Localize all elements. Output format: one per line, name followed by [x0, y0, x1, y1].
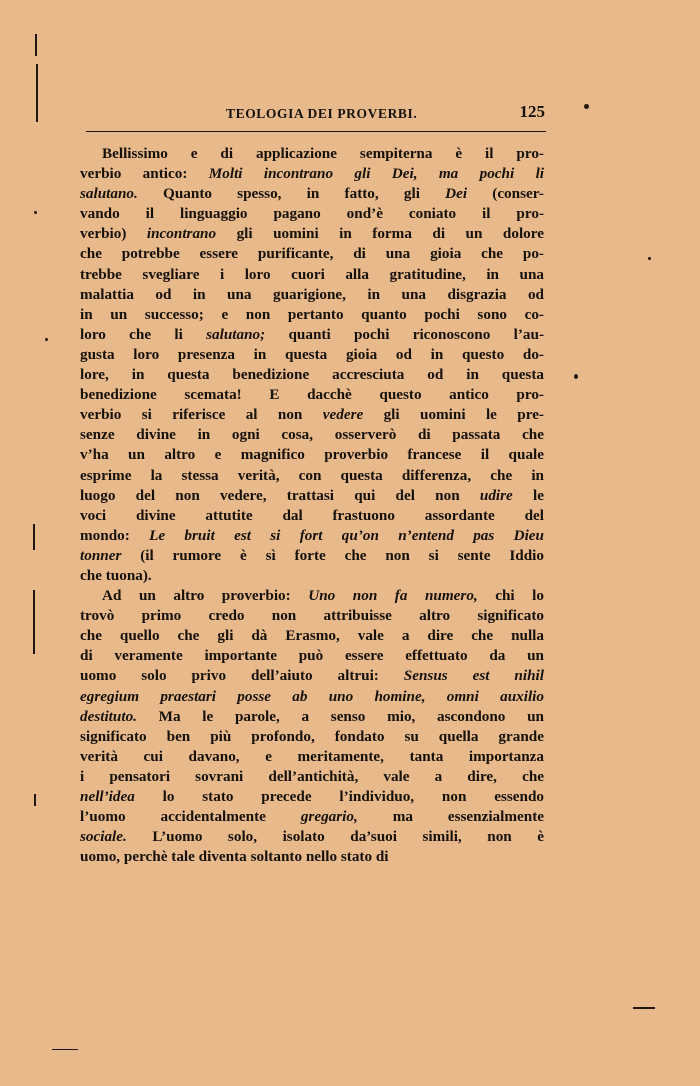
text-line: [80, 666, 544, 686]
scan-speck: [45, 338, 48, 341]
text-line: [80, 285, 544, 305]
text-line: [80, 244, 544, 264]
scan-mark: [33, 590, 35, 654]
text-span: Dei: [445, 185, 468, 203]
text-span: che tuona).: [80, 566, 152, 584]
text-span: di veramente importante può essere effettuato da un: [80, 647, 544, 665]
body-text: [80, 144, 544, 867]
text-span: tonner: [80, 546, 122, 564]
text-span: che quello che gli dà Erasmo, vale a dire che nulla: [80, 627, 544, 645]
text-span: Ma le parole, a senso mio, ascondono un: [136, 707, 544, 725]
text-line: [80, 687, 544, 707]
text-span: L’uomo solo, isolato da’suoi simili, non è: [126, 828, 544, 846]
text-line: [80, 747, 544, 767]
text-line: [80, 506, 544, 526]
text-span: significato ben più profondo, fondato su quella grande: [80, 727, 544, 745]
text-span: che potrebbe essere purificante, di una gioia che po-: [80, 245, 544, 263]
text-span: le: [512, 486, 544, 504]
text-span: lore, in questa benedizione accresciuta od in questa: [80, 366, 544, 384]
text-line: [80, 224, 544, 244]
scan-mark: [633, 1007, 655, 1009]
text-span: ma essenzialmente: [357, 808, 545, 826]
text-line: [80, 827, 544, 847]
text-span: verità cui davano, e meritamente, tanta importanza: [80, 747, 544, 765]
scan-mark: [36, 64, 38, 122]
text-span: benedizione scemata! E dacchè questo antico pro-: [80, 386, 544, 404]
text-span: l’uomo accidentalmente: [80, 808, 301, 826]
text-line: [80, 425, 544, 445]
text-line: [80, 767, 544, 787]
text-line: [80, 807, 544, 827]
text-line: [80, 586, 544, 606]
text-span: Uno non fa numero,: [308, 587, 478, 605]
text-line: [80, 405, 544, 425]
scan-mark: [35, 34, 37, 56]
text-span: Bellissimo e di applicazione sempiterna è il pro-: [102, 145, 544, 162]
text-line: [80, 325, 544, 345]
running-head: TEOLOGIA DEI PROVERBI.: [226, 106, 418, 121]
scan-speck: [34, 211, 37, 214]
scan-mark: [52, 1049, 78, 1050]
text-line: [80, 345, 544, 365]
text-span: egregium praestari posse ab uno homine, omni auxilio: [80, 687, 544, 705]
text-span: vedere: [322, 406, 364, 424]
text-span: uomo solo privo dell’aiuto altrui:: [80, 667, 404, 685]
scan-speck: [584, 104, 589, 109]
text-line: [80, 566, 544, 586]
text-line: [80, 466, 544, 486]
text-span: verbio antico:: [80, 165, 209, 183]
text-span: senze divine in ogni cosa, osserverò di passata che: [80, 426, 544, 444]
text-line: [80, 727, 544, 747]
text-line: [80, 385, 544, 405]
text-line: [80, 546, 544, 566]
text-line: [80, 265, 544, 285]
text-span: malattia od in una guarigione, in una disgrazia od: [80, 285, 544, 303]
text-span: trovò primo credo non attribuisse altro significato: [80, 607, 544, 625]
text-span: vando il linguaggio pagano ond’è coniato il pro-: [80, 205, 544, 223]
text-span: Le bruit est si fort qu’on n’entend pas Dieu: [149, 526, 544, 544]
text-span: incontrano: [146, 225, 217, 243]
text-line: [80, 526, 544, 546]
text-span: i pensatori sovrani dell’antichità, vale a dire, che: [80, 767, 544, 785]
text-line: [80, 204, 544, 224]
text-span: gli uomini in forma di un dolore: [216, 225, 544, 243]
text-span: trebbe svegliare i loro cuori alla gratitudine, in una: [80, 265, 544, 283]
text-span: esprime la stessa verità, con questa differenza, che in: [80, 466, 544, 484]
page-header: [80, 104, 546, 128]
text-line: [80, 626, 544, 646]
text-span: v’ha un altro e magnifico proverbio francese il quale: [80, 446, 544, 464]
text-span: in un successo; e non pertanto quanto pochi sono co-: [80, 305, 544, 323]
text-span: (conser-: [467, 185, 544, 203]
text-span: quanti pochi riconoscono l’au-: [265, 325, 544, 343]
text-span: gusta loro presenza in questa gioia od in questo do-: [80, 345, 544, 363]
text-span: udire: [479, 486, 513, 504]
text-span: destituto.: [80, 707, 137, 725]
text-line: [80, 847, 544, 867]
scan-speck: [574, 374, 578, 379]
text-line: [80, 305, 544, 325]
text-span: luogo del non vedere, trattasi qui del non: [80, 486, 480, 504]
text-line: [80, 365, 544, 385]
text-line: [80, 445, 544, 465]
scan-speck: [648, 257, 651, 260]
text-span: Molti incontrano gli Dei, ma pochi li: [208, 165, 545, 183]
text-span: chi lo: [477, 587, 544, 605]
text-line: [80, 646, 544, 666]
header-rule: [86, 131, 546, 132]
text-line: [80, 606, 544, 626]
scan-mark: [34, 794, 36, 806]
text-line: [80, 144, 544, 164]
text-span: salutano.: [80, 185, 138, 203]
text-span: (il rumore è sì forte che non si sente Iddio: [121, 546, 544, 564]
text-line: [80, 184, 544, 204]
text-span: Sensus est nihil: [403, 667, 544, 685]
text-span: gli uomini le pre-: [363, 406, 544, 424]
text-span: lo stato precede l’individuo, non essendo: [134, 788, 544, 805]
text-span: gregario,: [300, 808, 358, 826]
text-span: Quanto spesso, in fatto, gli: [137, 185, 446, 203]
text-span: Ad un altro proverbio:: [102, 587, 309, 605]
text-span: verbio si riferisce al non: [80, 406, 323, 424]
text-line: [80, 164, 544, 184]
text-span: mondo:: [80, 526, 150, 544]
scan-mark: [33, 524, 35, 550]
text-span: nell’idea: [80, 788, 135, 805]
text-line: [80, 707, 544, 727]
text-span: salutano;: [206, 325, 266, 343]
page-number: 125: [519, 102, 545, 121]
text-span: voci divine attutite dal frastuono assordante del: [80, 506, 544, 524]
text-span: sociale.: [80, 828, 127, 846]
text-span: loro che li: [80, 325, 207, 343]
text-span: verbio): [80, 225, 147, 243]
text-span: uomo, perchè tale diventa soltanto nello stato di: [80, 848, 389, 866]
text-line: [80, 787, 544, 807]
text-line: [80, 486, 544, 506]
